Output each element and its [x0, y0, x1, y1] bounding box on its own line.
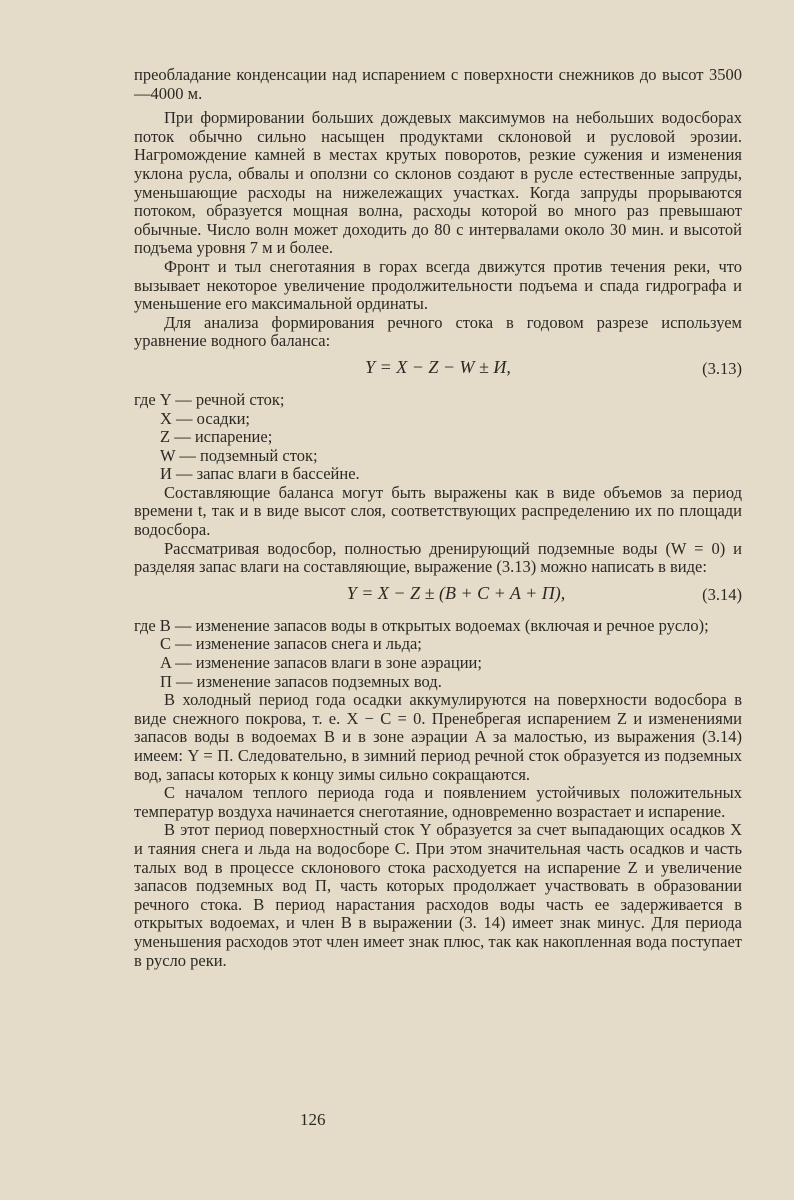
definition-item: X — осадки; [160, 408, 251, 428]
variable-definitions [134, 617, 742, 691]
paragraph: Составляющие баланса могут быть выражены как в виде объемов за период времени t, так и в виде высот слоя, соответствующих распределению их по площади водосбора. [134, 482, 742, 540]
definition-text: Y — речной сток; [159, 389, 285, 409]
paragraph: В этот период поверхностный сток Y образуется за счет выпадающих осадков X и таяния снега и льда на водосборе C. При этом значительная часть осадков и часть талых вод в процессе склонового стока расходуется на испарение Z и увеличение запасов подземных вод П, часть которых продолжает участвовать в образовании речного стока. В период нарастания расходов воды часть ее задерживается в открытых водоемах, и член B в выражении (3. 14) имеет знак минус. Для периода уменьшения расходов этот член имеет знак плюс, так как накопленная вода поступает в русло реки. [134, 820, 742, 970]
page-body [134, 66, 742, 970]
definition-lead: где [134, 615, 156, 635]
page-number: 126 [300, 1110, 326, 1129]
equation-formula: Y = X − Z ± (B + C + A + П), [346, 582, 566, 603]
definition-item [134, 391, 742, 410]
paragraph: Фронт и тыл снеготаяния в горах всегда движутся против течения реки, что вызывает некоторое увеличение продолжительности подъема и спада гидрографа и уменьшение его максимальной ординаты. [134, 256, 742, 314]
paragraph: В холодный период года осадки аккумулируются на поверхности водосбора в виде снежного покрова, т. е. X − C = 0. Пренебрегая испарением Z и изменениями запасов воды в водоемах B и в зоне аэрации A за малостью, из выражения (3.14) имеем: Y = П. Следовательно, в зимний период речной сток образуется из подземных вод, запасы которых к концу зимы сильно сокращаются. [134, 690, 742, 784]
equation-number: (3.14) [702, 584, 742, 604]
paragraph: Рассматривая водосбор, полностью дренирующий подземные воды (W = 0) и разделяя запас влаги на составляющие, выражение (3.13) можно написать в виде: [134, 538, 742, 577]
definition-item: W — подземный сток; [160, 445, 318, 465]
paragraph: Для анализа формирования речного стока в годовом разрезе используем уравнение водного баланса: [134, 312, 742, 351]
definition-item: A — изменение запасов влаги в зоне аэрации; [160, 653, 482, 673]
definition-text: B — изменение запасов воды в открытых водоемах (включая и речное русло); [159, 615, 709, 635]
variable-definitions [134, 391, 742, 484]
definition-item [134, 617, 742, 636]
paragraph: При формировании больших дождевых максимумов на небольших водосборах поток обычно сильно насыщен продуктами склоновой и русловой эрозии. Нагромождение камней в местах крутых поворотов, резкие сужения и изменения уклона русла, обвалы и оползни со склонов создают в русле естественные запруды, уменьшающие расходы на нижележащих участках. Когда запруды прорываются потоком, образуется мощная волна, расходы которой во много раз превышают обычные. Число волн может доходить до 80 с интервалами около 30 мин. и высотой подъема уровня 7 м и более. [134, 108, 742, 258]
equation-number: (3.13) [702, 358, 742, 378]
equation-formula: Y = X − Z − W ± И, [365, 356, 511, 377]
paragraph: С началом теплого периода года и появлением устойчивых положительных температур воздуха начинается снеготаяние, одновременно возрастает и испарение. [134, 783, 742, 821]
equation-3-14 [134, 577, 742, 611]
definition-lead: где [134, 389, 156, 409]
paragraph: преобладание конденсации над испарением с поверхности снежников до высот 3500—4000 м. [134, 65, 742, 103]
definition-item: C — изменение запасов снега и льда; [160, 634, 422, 654]
definition-item: П — изменение запасов подземных вод. [160, 671, 442, 691]
equation-3-13 [134, 351, 742, 385]
definition-item: Z — испарение; [160, 427, 273, 447]
definition-item: И — запас влаги в бассейне. [160, 464, 360, 484]
